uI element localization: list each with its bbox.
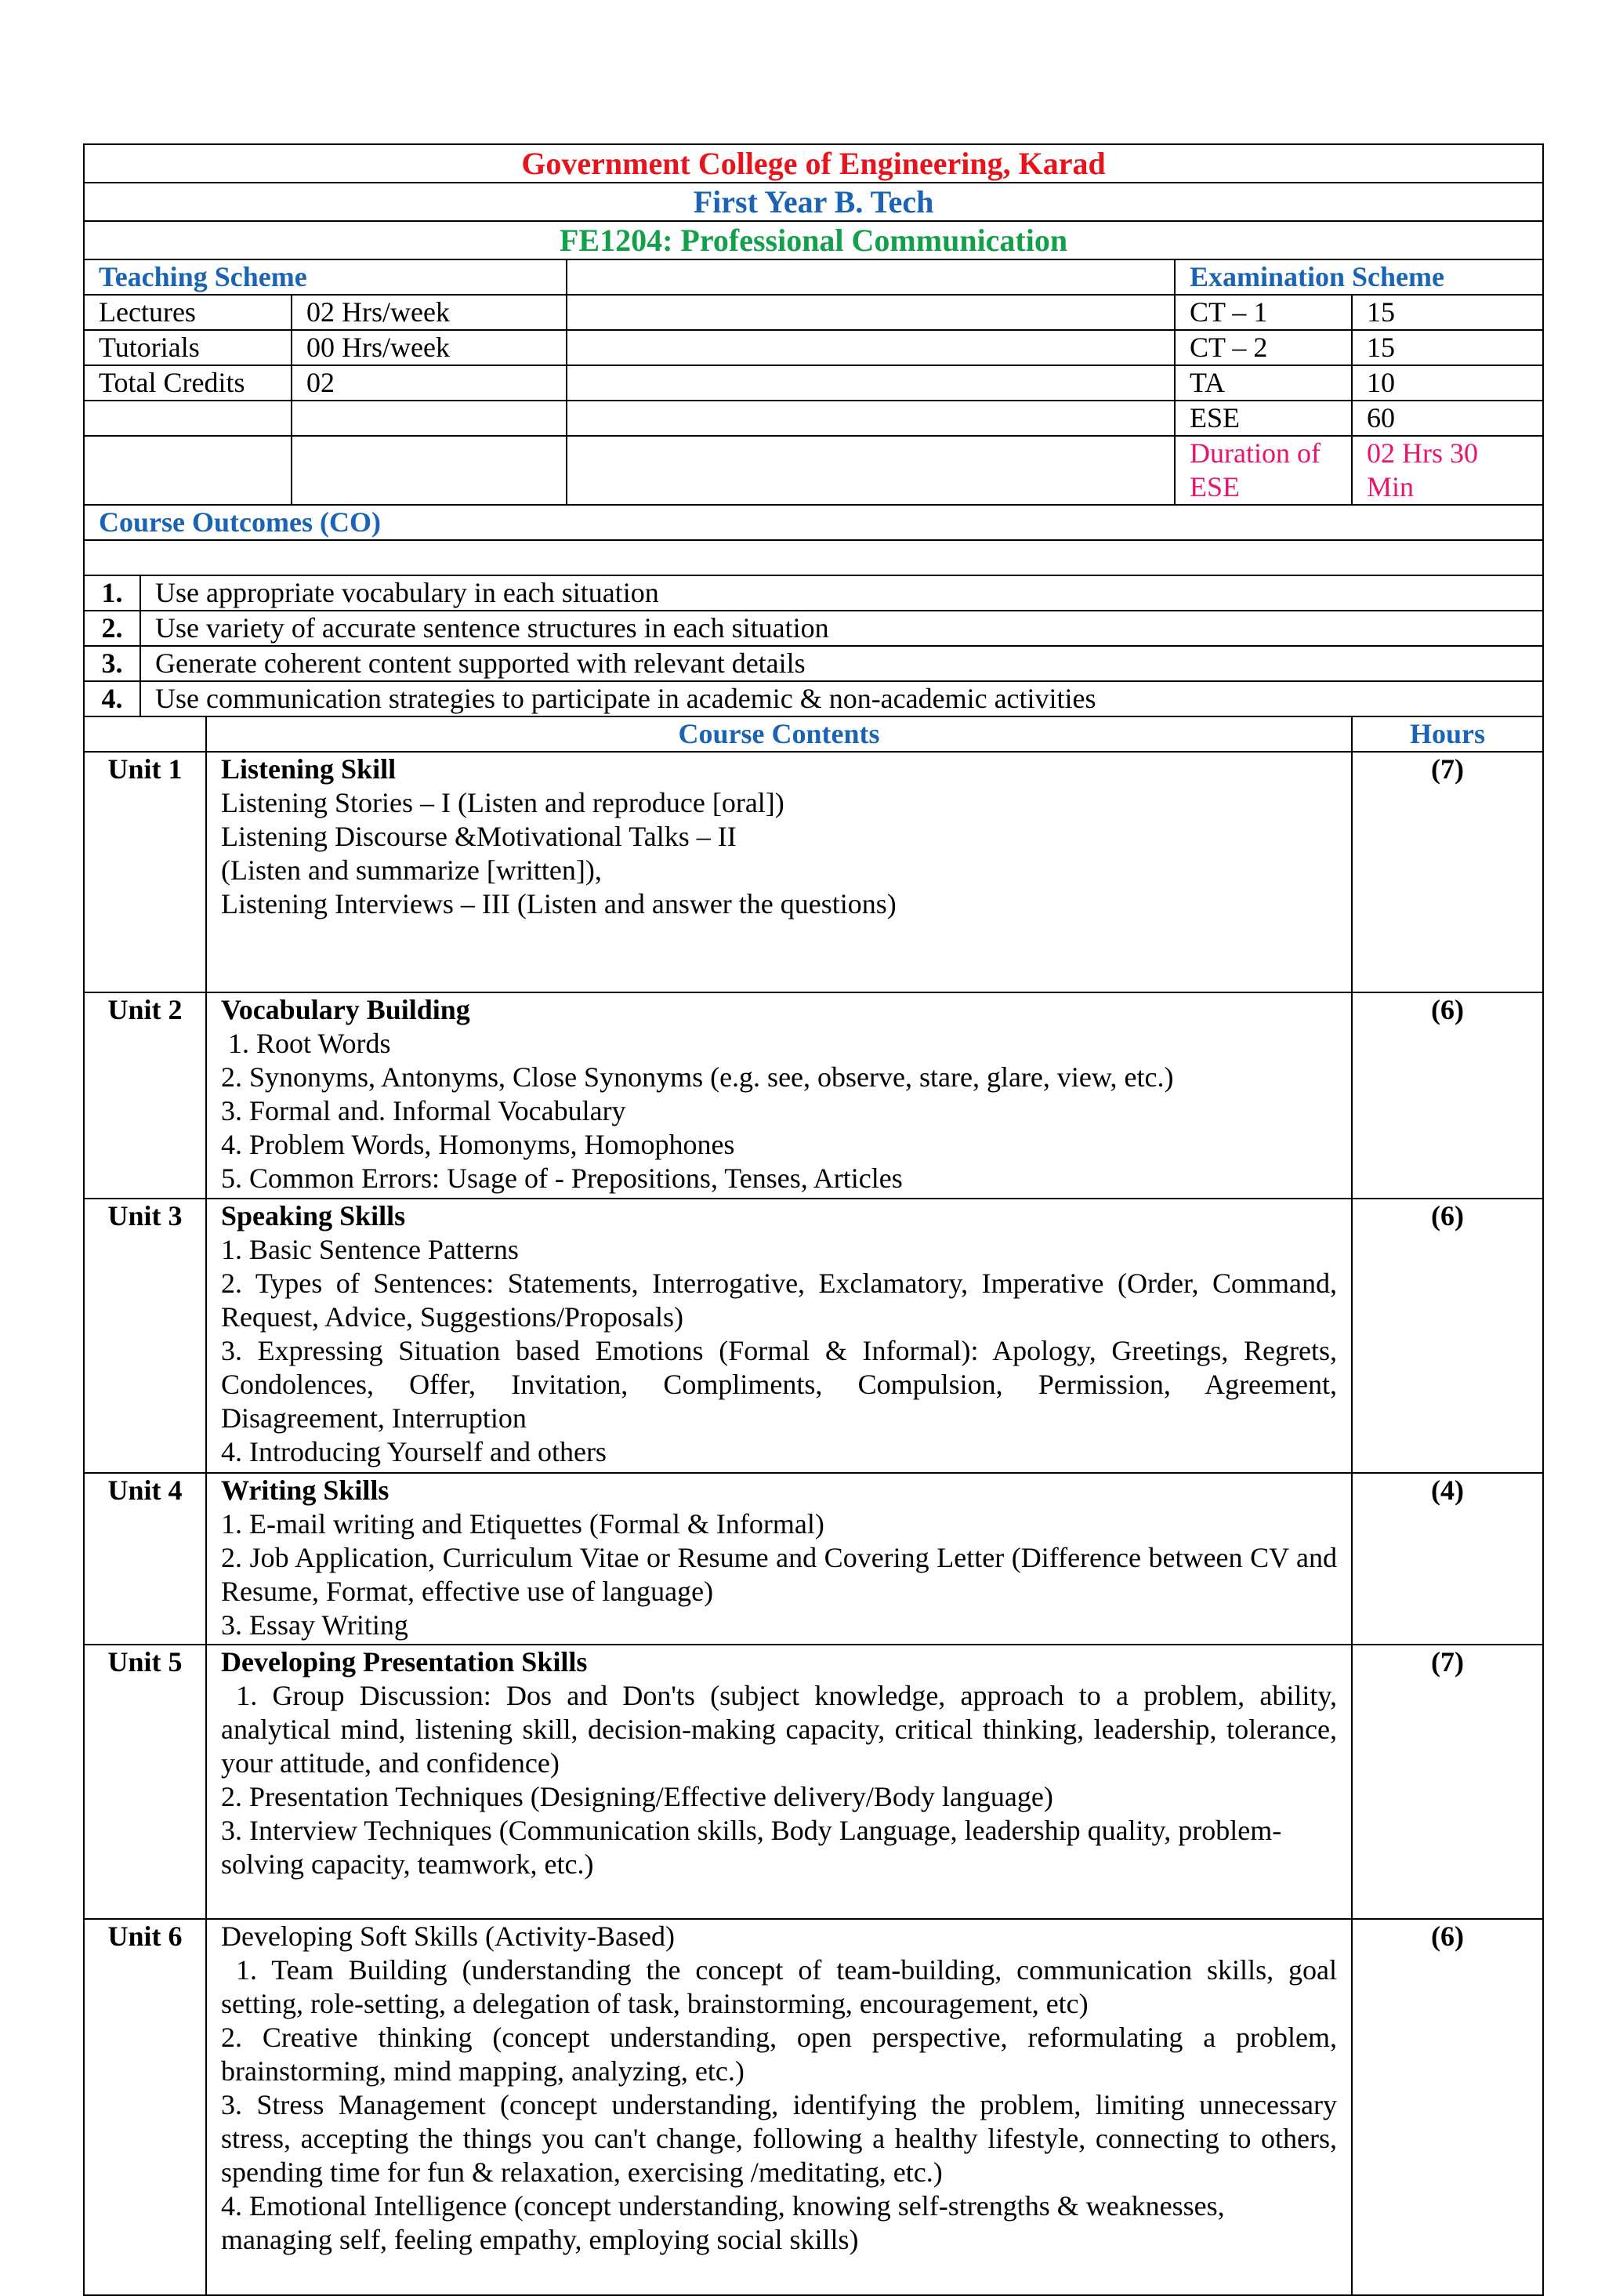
unit-content	[206, 1473, 1352, 1645]
unit-hours: (7)	[1352, 1645, 1543, 1919]
unit-hours: (4)	[1352, 1473, 1543, 1645]
unit-line: 1. Team Building (understanding the concept of team-building, communication skills, goal setting, role-setting, a delegation of task, brainstorming, encouragement, etc)	[221, 1954, 1345, 2019]
teaching-value: 02	[292, 365, 567, 401]
unit-line: Listening Stories – I (Listen and reproduce [oral])	[221, 787, 784, 818]
unit-line: Listening Interviews – III (Listen and answer the questions)	[221, 888, 897, 919]
unit-line: 2. Types of Sentences: Statements, Interrogative, Exclamatory, Imperative (Order, Command, Request, Advice, Suggestions/Proposals)	[221, 1268, 1337, 1333]
teaching-label: Tutorials	[84, 330, 292, 365]
blank-row	[84, 540, 1543, 575]
unit-content	[206, 1645, 1352, 1919]
blank-cell	[292, 401, 567, 436]
co-text: Generate coherent content supported with relevant details	[140, 646, 1543, 681]
unit-line: 2. Job Application, Curriculum Vitae or Resume and Covering Letter (Difference between CV and Resume, Format, effective use of language)	[221, 1542, 1337, 1607]
unit-line: 3. Interview Techniques (Communication skills, Body Language, leadership quality, problem-solving capacity, teamwork, etc.)	[221, 1815, 1282, 1880]
unit-line: 1. Root Words	[221, 1028, 391, 1059]
unit-line: 4. Problem Words, Homonyms, Homophones	[221, 1129, 735, 1160]
co-text: Use communication strategies to participate in academic & non-academic activities	[140, 681, 1543, 716]
college-name: Government College of Engineering, Karad	[84, 144, 1543, 183]
unit-hours: (7)	[1352, 752, 1543, 992]
unit-line: 3. Expressing Situation based Emotions (Formal & Informal): Apology, Greetings, Regrets, Condolences, Offer, Invitation, Compliments, Compulsion, Permission, Agreement, Disagreement, Interruption	[221, 1335, 1337, 1434]
hours-header: Hours	[1352, 716, 1543, 752]
unit-line: 1. E-mail writing and Etiquettes (Formal & Informal)	[221, 1508, 824, 1540]
unit-label: Unit 2	[84, 992, 206, 1199]
unit-line: 3. Stress Management (concept understanding, identifying the problem, limiting unnecessary stress, accepting the things you can't change, following a healthy lifestyle, connecting to others, spending time for fun & relaxation, exercising /meditating, etc.)	[221, 2089, 1337, 2188]
unit-content	[206, 1199, 1352, 1473]
unit-line: 2. Synonyms, Antonyms, Close Synonyms (e.g. see, observe, stare, glare, view, etc.)	[221, 1061, 1174, 1093]
exam-duration-label: Duration of ESE	[1175, 436, 1352, 505]
co-number: 2.	[84, 611, 140, 646]
unit-hours: (6)	[1352, 1199, 1543, 1473]
exam-scheme-title: Examination Scheme	[1175, 259, 1543, 295]
exam-label: ESE	[1175, 401, 1352, 436]
unit-line: 3. Essay Writing	[221, 1609, 408, 1641]
unit-title: Listening Skill	[221, 753, 397, 785]
blank-cell	[292, 436, 567, 505]
blank-cell	[84, 716, 206, 752]
unit-title: Speaking Skills	[221, 1200, 406, 1231]
unit-hours: (6)	[1352, 1919, 1543, 2295]
unit-hours: (6)	[1352, 992, 1543, 1199]
syllabus-document	[83, 143, 1542, 2296]
teaching-label: Total Credits	[84, 365, 292, 401]
course-contents-header: Course Contents	[206, 716, 1352, 752]
unit-label: Unit 3	[84, 1199, 206, 1473]
unit-title: Developing Presentation Skills	[221, 1646, 588, 1678]
teaching-value: 00 Hrs/week	[292, 330, 567, 365]
unit-line: Listening Discourse &Motivational Talks – II	[221, 821, 737, 852]
teaching-scheme-title: Teaching Scheme	[84, 259, 567, 295]
unit-line: 2. Presentation Techniques (Designing/Effective delivery/Body language)	[221, 1781, 1053, 1812]
teaching-label: Lectures	[84, 295, 292, 330]
unit-line: 5. Common Errors: Usage of - Prepositions, Tenses, Articles	[221, 1163, 903, 1194]
unit-line: 4. Introducing Yourself and others	[221, 1436, 607, 1467]
blank-cell	[567, 330, 1175, 365]
blank-cell	[84, 436, 292, 505]
co-number: 3.	[84, 646, 140, 681]
unit-title: Developing Soft Skills (Activity-Based)	[221, 1921, 675, 1952]
unit-label: Unit 5	[84, 1645, 206, 1919]
unit-line: (Listen and summarize [written]),	[221, 854, 602, 886]
unit-content	[206, 992, 1352, 1199]
co-number: 1.	[84, 575, 140, 611]
co-text: Use appropriate vocabulary in each situation	[140, 575, 1543, 611]
exam-value: 15	[1352, 295, 1543, 330]
unit-line: 4. Emotional Intelligence (concept understanding, knowing self-strengths & weaknesses, managing self, feeling empathy, employing social skills)	[221, 2190, 1225, 2255]
blank-cell	[567, 436, 1175, 505]
co-number: 4.	[84, 681, 140, 716]
unit-content	[206, 752, 1352, 992]
teaching-value: 02 Hrs/week	[292, 295, 567, 330]
exam-label: TA	[1175, 365, 1352, 401]
year-title: First Year B. Tech	[84, 183, 1543, 221]
co-text: Use variety of accurate sentence structures in each situation	[140, 611, 1543, 646]
course-title: FE1204: Professional Communication	[84, 221, 1543, 259]
exam-value: 15	[1352, 330, 1543, 365]
unit-line: 1. Group Discussion: Dos and Don'ts (subject knowledge, approach to a problem, ability, analytical mind, listening skill, decision-making capacity, critical thinking, leadership, tolerance, your attitude, and confidence)	[221, 1680, 1345, 1779]
blank-cell	[84, 401, 292, 436]
unit-title: Vocabulary Building	[221, 994, 470, 1025]
unit-label: Unit 4	[84, 1473, 206, 1645]
blank-cell	[567, 365, 1175, 401]
unit-title: Writing Skills	[221, 1474, 389, 1506]
unit-line: 2. Creative thinking (concept understanding, open perspective, reformulating a problem, brainstorming, mind mapping, analyzing, etc.)	[221, 2022, 1337, 2087]
exam-label: CT – 1	[1175, 295, 1352, 330]
exam-duration-value: 02 Hrs 30 Min	[1352, 436, 1543, 505]
blank-cell	[567, 295, 1175, 330]
unit-line: 3. Formal and. Informal Vocabulary	[221, 1095, 626, 1126]
blank-cell	[567, 259, 1175, 295]
syllabus-table	[83, 143, 1544, 2296]
unit-label: Unit 6	[84, 1919, 206, 2295]
unit-line: 1. Basic Sentence Patterns	[221, 1234, 519, 1265]
blank-cell	[567, 401, 1175, 436]
unit-label: Unit 1	[84, 752, 206, 992]
exam-value: 60	[1352, 401, 1543, 436]
exam-label: CT – 2	[1175, 330, 1352, 365]
course-outcomes-title: Course Outcomes (CO)	[84, 505, 1543, 540]
exam-value: 10	[1352, 365, 1543, 401]
unit-content	[206, 1919, 1352, 2295]
